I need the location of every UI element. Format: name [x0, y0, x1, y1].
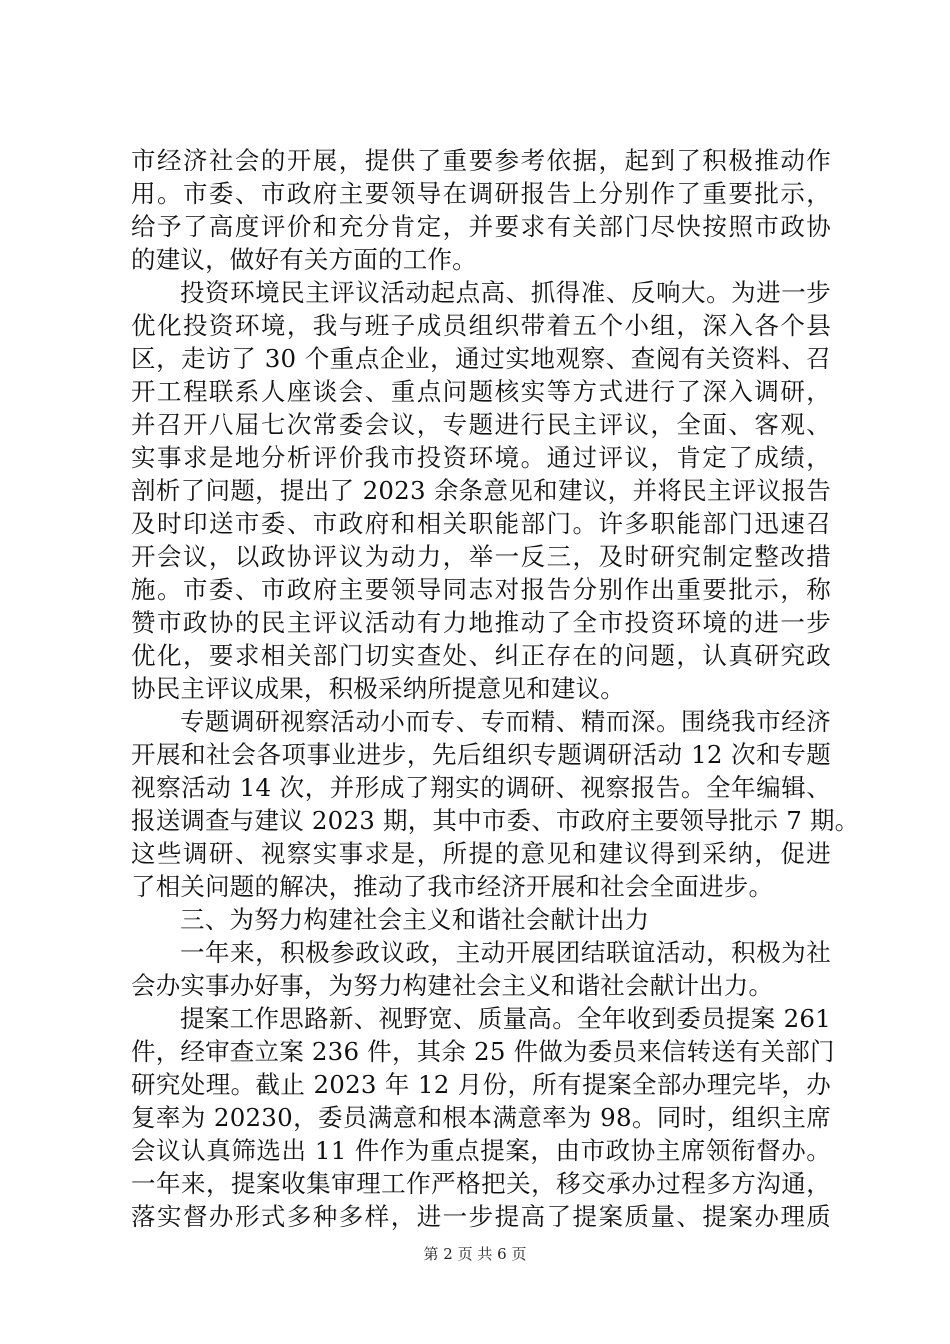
text-line: 给予了高度评价和充分肯定，并要求有关部门尽快按照市政协 — [131, 212, 831, 241]
paragraph-first-line: 一年来，积极参政议政，主动开展团结联谊活动，积极为社 — [180, 938, 831, 967]
text-line: 施。市委、市政府主要领导同志对报告分别作出重要批示，称 — [131, 575, 831, 604]
text-line: 了相关问题的解决，推动了我市经济开展和社会全面进步。 — [131, 872, 774, 901]
text-line: 优化，要求相关部门切实查处、纠正存在的问题，认真研究政 — [131, 641, 831, 670]
section-heading: 三、为努力构建社会主义和谐社会献计出力 — [180, 905, 650, 934]
text-line: 及时印送市委、市政府和相关职能部门。许多职能部门迅速召 — [131, 509, 831, 538]
text-line: 优化投资环境，我与班子成员组织带着五个小组，深入各个县 — [131, 311, 831, 340]
text-line: 会办实事办好事，为努力构建社会主义和谐社会献计出力。 — [131, 971, 774, 1000]
text-line: 开会议，以政协评议为动力，举一反三，及时研究制定整改措 — [131, 542, 831, 571]
text-line: 落实督办形式多种多样，进一步提高了提案质量、提案办理质 — [131, 1202, 831, 1231]
text-line: 件，经审查立案 236 件，其余 25 件做为委员来信转送有关部门 — [131, 1037, 835, 1066]
text-line: 赞市政协的民主评议活动有力地推动了全市投资环境的进一步 — [131, 608, 831, 637]
page-number-label: 第 2 页 共 6 页 — [423, 1245, 527, 1263]
text-line: 复率为 20230，委员满意和根本满意率为 98。同时，组织主席 — [131, 1103, 831, 1132]
text-line: 协民主评议成果，积极采纳所提意见和建议。 — [131, 674, 625, 703]
text-line: 这些调研、视察实事求是，所提的意见和建议得到采纳，促进 — [131, 839, 831, 868]
text-line: 视察活动 14 次，并形成了翔实的调研、视察报告。全年编辑、 — [131, 773, 831, 802]
paragraph-first-line: 专题调研视察活动小而专、专而精、精而深。围绕我市经济 — [180, 707, 831, 736]
paragraph-first-line: 投资环境民主评议活动起点高、抓得准、反响大。为进一步 — [180, 278, 831, 307]
text-line: 会议认真筛选出 11 件作为重点提案，由市政协主席领衔督办。 — [131, 1136, 831, 1165]
page-footer — [0, 1244, 950, 1264]
text-line: 的建议，做好有关方面的工作。 — [131, 245, 477, 274]
text-line: 开工程联系人座谈会、重点问题核实等方式进行了深入调研， — [131, 377, 831, 406]
text-line: 用。市委、市政府主要领导在调研报告上分别作了重要批示， — [131, 179, 831, 208]
text-line: 开展和社会各项事业进步，先后组织专题调研活动 12 次和专题 — [131, 740, 831, 769]
text-line: 剖析了问题，提出了 2023 余条意见和建议，并将民主评议报告 — [131, 476, 831, 505]
text-line: 市经济社会的开展，提供了重要参考依据，起到了积极推动作 — [131, 146, 831, 175]
text-line: 报送调查与建议 2023 期，其中市委、市政府主要领导批示 7 期。 — [131, 806, 860, 835]
paragraph-first-line: 提案工作思路新、视野宽、质量高。全年收到委员提案 261 — [180, 1004, 831, 1033]
text-line: 并召开八届七次常委会议，专题进行民主评议，全面、客观、 — [131, 410, 831, 439]
text-line: 实事求是地分析评价我市投资环境。通过评议，肯定了成绩， — [131, 443, 831, 472]
text-line: 一年来，提案收集审理工作严格把关，移交承办过程多方沟通， — [131, 1169, 831, 1198]
text-line: 区，走访了 30 个重点企业，通过实地观察、查阅有关资料、召 — [131, 344, 831, 373]
text-line: 研究处理。截止 2023 年 12 月份，所有提案全部办理完毕，办 — [131, 1070, 831, 1099]
